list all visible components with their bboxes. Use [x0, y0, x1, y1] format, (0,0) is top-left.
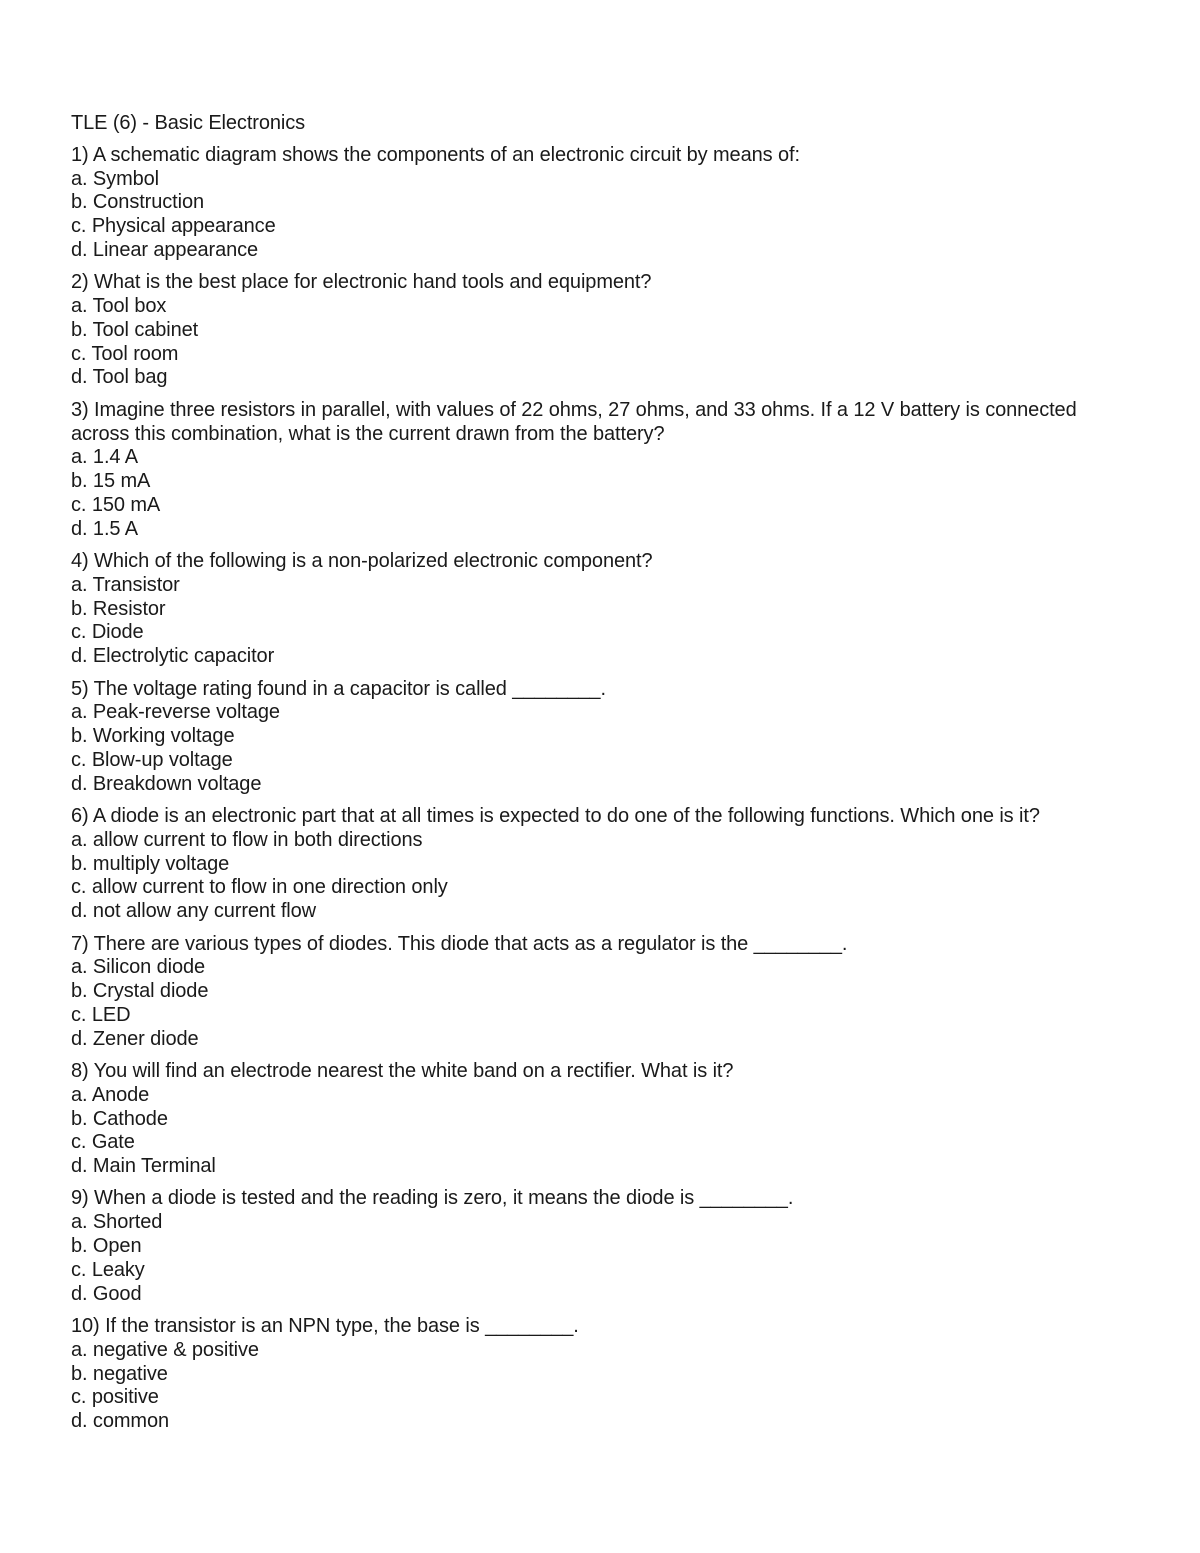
question-text: 6) A diode is an electronic part that at all times is expected to do one of the following functions. Which one is it? [71, 805, 1040, 828]
answer-option: c. positive [71, 1386, 159, 1409]
question-text: 7) There are various types of diodes. This diode that acts as a regulator is the ________. [71, 932, 848, 955]
question-6 [71, 805, 1131, 924]
answer-option: b. Construction [71, 191, 205, 214]
answer-option: b. Open [71, 1235, 142, 1258]
answer-option: d. Tool bag [71, 366, 168, 389]
answer-option: c. Blow-up voltage [71, 748, 233, 771]
answer-option: a. Peak-reverse voltage [71, 701, 280, 724]
question-text: 4) Which of the following is a non-polarized electronic component? [71, 550, 653, 573]
answer-option: a. Shorted [71, 1211, 163, 1234]
question-list [71, 144, 1131, 1434]
answer-option: d. Main Terminal [71, 1155, 216, 1178]
answer-option: d. Zener diode [71, 1027, 199, 1050]
answer-option: a. Anode [71, 1083, 150, 1106]
document-page [71, 112, 1131, 1442]
question-text: 3) Imagine three resistors in parallel, with values of 22 ohms, 27 ohms, and 33 ohms. If a 12 V battery is connected across this combination, what is the current drawn from the battery? [71, 398, 1077, 445]
answer-option: b. Resistor [71, 597, 166, 620]
question-text: 8) You will find an electrode nearest the white band on a rectifier. What is it? [71, 1059, 734, 1082]
answer-option: c. allow current to flow in one direction only [71, 876, 448, 899]
answer-option: a. Tool box [71, 295, 167, 318]
question-text: 1) A schematic diagram shows the components of an electronic circuit by means of: [71, 143, 800, 166]
answer-option: d. 1.5 A [71, 517, 139, 540]
answer-option: d. Electrolytic capacitor [71, 645, 275, 668]
question-text: 10) If the transistor is an NPN type, the base is ________. [71, 1314, 579, 1337]
answer-option: b. 15 mA [71, 470, 151, 493]
question-7 [71, 933, 1131, 1052]
answer-option: a. negative & positive [71, 1338, 259, 1361]
document-title: TLE (6) - Basic Electronics [71, 112, 306, 134]
answer-option: d. Linear appearance [71, 238, 259, 261]
answer-option: d. Breakdown voltage [71, 772, 262, 795]
answer-option: c. Diode [71, 621, 144, 644]
question-4 [71, 550, 1131, 669]
answer-option: b. Working voltage [71, 725, 235, 748]
answer-option: a. Transistor [71, 573, 180, 596]
question-10 [71, 1315, 1131, 1434]
answer-option: c. Tool room [71, 342, 179, 365]
answer-option: a. Symbol [71, 167, 160, 190]
answer-option: c. Physical appearance [71, 215, 276, 238]
question-5 [71, 678, 1131, 797]
answer-option: c. 150 mA [71, 493, 161, 516]
question-9 [71, 1187, 1131, 1306]
answer-option: d. not allow any current flow [71, 900, 317, 923]
question-1 [71, 144, 1131, 263]
question-8 [71, 1060, 1131, 1179]
answer-option: b. Cathode [71, 1107, 168, 1130]
answer-option: a. 1.4 A [71, 446, 139, 469]
answer-option: b. negative [71, 1362, 168, 1385]
answer-option: c. Leaky [71, 1258, 145, 1281]
question-3 [71, 399, 1131, 542]
answer-option: c. LED [71, 1003, 131, 1026]
answer-option: b. multiply voltage [71, 852, 230, 875]
answer-option: c. Gate [71, 1131, 135, 1154]
answer-option: b. Tool cabinet [71, 318, 199, 341]
answer-option: a. Silicon diode [71, 956, 206, 979]
question-text: 9) When a diode is tested and the reading is zero, it means the diode is ________. [71, 1187, 794, 1210]
question-text: 2) What is the best place for electronic hand tools and equipment? [71, 271, 652, 294]
answer-option: d. common [71, 1410, 170, 1433]
answer-option: b. Crystal diode [71, 980, 209, 1003]
answer-option: d. Good [71, 1282, 142, 1305]
question-text: 5) The voltage rating found in a capacitor is called ________. [71, 677, 606, 700]
answer-option: a. allow current to flow in both directions [71, 828, 423, 851]
question-2 [71, 271, 1131, 390]
